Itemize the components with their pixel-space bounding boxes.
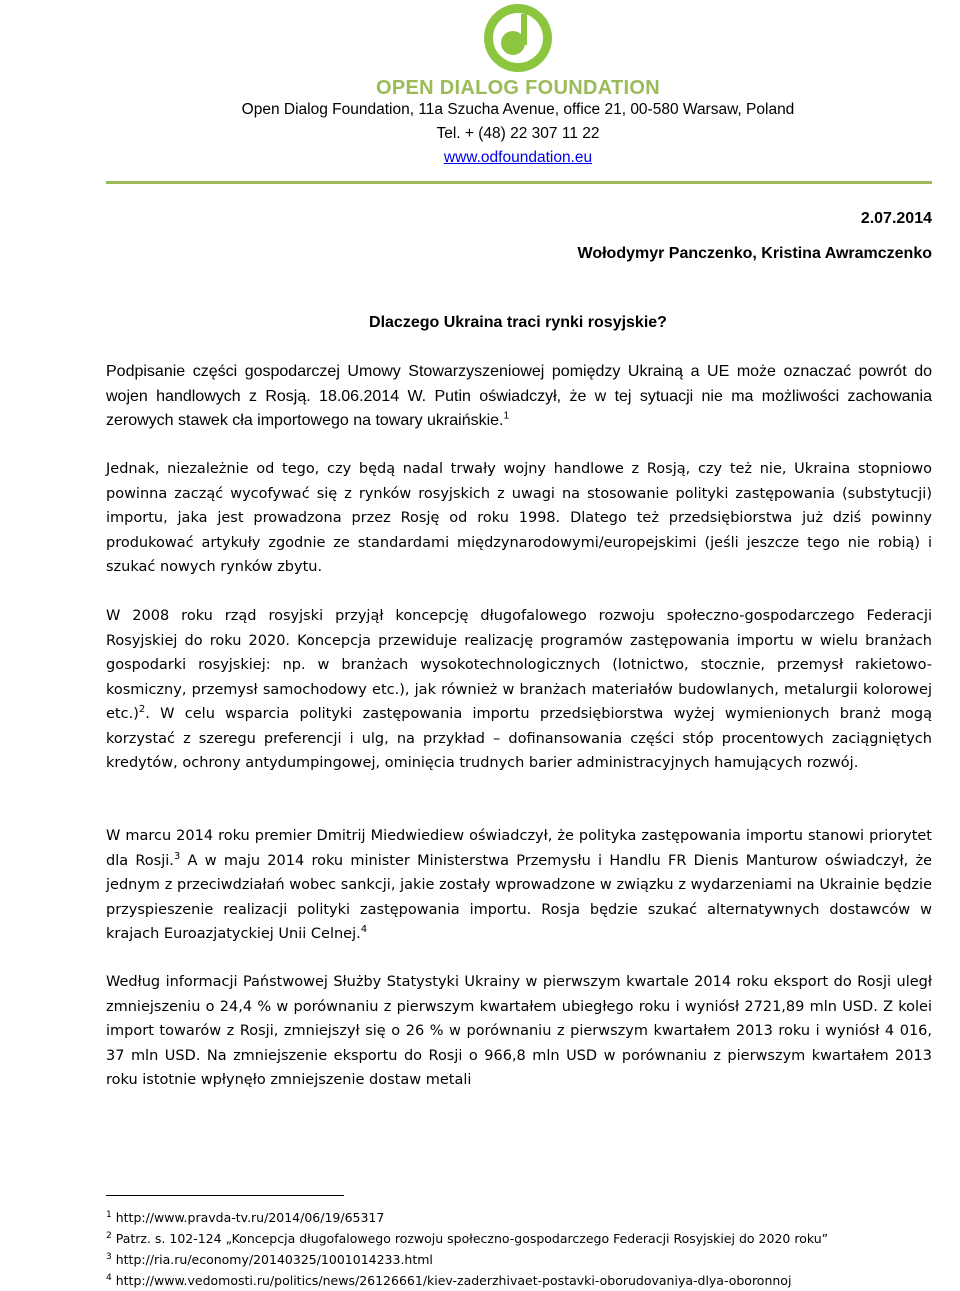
- footnote-ref-2[interactable]: 2: [138, 704, 146, 716]
- paragraph-2: [106, 604, 932, 776]
- footnote-link[interactable]: http://www.vedomosti.ru/politics/news/26126661/kiev-zaderzhivaet-postavki-oborudovaniya-dlya-oboronnoj: [115, 1273, 792, 1288]
- paragraph-1: Jednak, niezależnie od tego, czy będą nadal trwały wojny handlowe z Rosją, czy też nie, Ukraina stopniowo powinna zacząć wycofywać się z rynków rosyjskich z uwagi na stosowanie polityki zastępowania (substytucji) importu, jaka jest prowadzona przez Rosję od roku 1998. Dlatego też przedsiębiorstwa już dziś powinny produkować artykuły zgodnie ze standardami międzynarodowymi/europejskimi (jeśli jeszcze tego nie robią) i szukać nowych rynków zbytu.: [106, 461, 932, 575]
- org-phone: Tel. + (48) 22 307 11 22: [436, 125, 600, 142]
- paragraph-2-text-a: W 2008 roku rząd rosyjski przyjął koncepcję długofalowego rozwoju społeczno-gospodarczego Federacji Rosyjskiej do roku 2020. Koncepcja przewiduje realizację programów zastępowania importu w wielu branżach gospodarki rosyjskiej: np. w branżach wysokotechnologicznych (lotnictwo, stocznie, przemysł rakietowo-kosmiczny, przemysł samochodowy etc.), jak również w branżach materiałów budowlanych, metalurgii kolorowej etc.): [106, 608, 932, 722]
- paragraph-3-text-a: W marcu 2014 roku premier Dmitrij Miedwiediew oświadczył, że polityka zastępowania importu stanowi priorytet dla Rosji.: [106, 828, 932, 869]
- footnote-item: [106, 1207, 946, 1228]
- paragraph-4: Według informacji Państwowej Służby Statystyki Ukrainy w pierwszym kwartale 2014 roku eksport do Rosji uległ zmniejszeniu o 24,4 % w porównaniu z pierwszym kwartałem ubiegłego roku i wyniósł 2721,89 mln USD. Z kolei import towarów z Rosji, zmniejszył się o 26 % w porównaniu z pierwszym kwartałem 2013 roku i wyniósł 4 016, 37 mln USD. Na zmniejszenie eksportu do Rosji o 966,8 mln USD w porównaniu z pierwszym kwartałem 2013 roku istotnie wpłynęło zmniejszenie dostaw metali: [106, 974, 932, 1088]
- paragraph-3-text-b: A w maju 2014 roku minister Ministerstwa Przemysłu i Handlu FR Dienis Manturow oświadczył, że jednym z przeciwdziałań wobec sankcji, jakie zostały wprowadzone w związku z wydarzeniami na Ukrainie będzie przyspieszenie realizacji polityki zastępowania importu. Rosja będzie szukać alternatywnych dostawców w krajach Euroazjatyckiej Unii Celnej.: [106, 852, 932, 942]
- org-name: OPEN DIALOG FOUNDATION: [375, 77, 660, 99]
- org-address: Open Dialog Foundation, 11a Szucha Avenue, office 21, 00-580 Warsaw, Poland: [241, 101, 795, 118]
- footnotes: [106, 1207, 946, 1291]
- website-link[interactable]: www.odfoundation.eu: [443, 149, 593, 166]
- footnote-ref-3[interactable]: 3: [173, 850, 181, 862]
- footnote-number: 2: [106, 1230, 112, 1241]
- lead-text: Podpisanie części gospodarczej Umowy Stowarzyszeniowej pomiędzy Ukrainą a UE może oznaczać powrót do wojen handlowych z Rosją. 18.06.2014 W. Putin oświadczył, że w tej sytuacji nie ma możliwości zachowania zerowych stawek cła importowego na towary ukraińskie.: [106, 363, 932, 429]
- paragraph-3: [106, 824, 932, 947]
- open-dialog-logo-icon: [482, 2, 554, 74]
- org-website: [0, 149, 960, 167]
- footnote-number: 3: [106, 1251, 112, 1262]
- footnote-divider: [106, 1195, 344, 1196]
- footnote-text: Patrz. s. 102-124 „Koncepcja długofalowego rozwoju społeczno-gospodarczego Federacji Rosyjskiej do 2020 roku”: [115, 1231, 829, 1246]
- footnote-number: 4: [106, 1272, 112, 1283]
- footnote-link[interactable]: http://www.pravda-tv.ru/2014/06/19/65317: [115, 1210, 385, 1225]
- header-divider: [106, 181, 932, 184]
- footnote-item: [106, 1228, 946, 1249]
- lead-paragraph: [106, 360, 932, 434]
- footnote-link[interactable]: http://ria.ru/economy/20140325/1001014233.html: [115, 1252, 433, 1267]
- footnote-item: [106, 1249, 946, 1270]
- footnote-item: [106, 1270, 946, 1291]
- footnote-ref-4[interactable]: 4: [360, 924, 368, 936]
- paragraph-2-text-b: . W celu wsparcia polityki zastępowania importu przedsiębiorstwa wyżej wymienionych branż mogą korzystać z szeregu preferencji i ulg, na przykład – dofinansowania części stóp procentowych zaciągniętych kredytów, ochrony antydumpingowej, ominięcia trudnych barier administracyjnych hamujących rozwój.: [106, 706, 932, 771]
- document-date: 2.07.2014: [860, 210, 932, 227]
- document-authors: Wołodymyr Panczenko, Kristina Awramczenko: [577, 245, 932, 262]
- footnote-ref-1[interactable]: 1: [503, 410, 510, 422]
- document-title: Dlaczego Ukraina traci rynki rosyjskie?: [369, 314, 667, 331]
- footnote-number: 1: [106, 1209, 112, 1220]
